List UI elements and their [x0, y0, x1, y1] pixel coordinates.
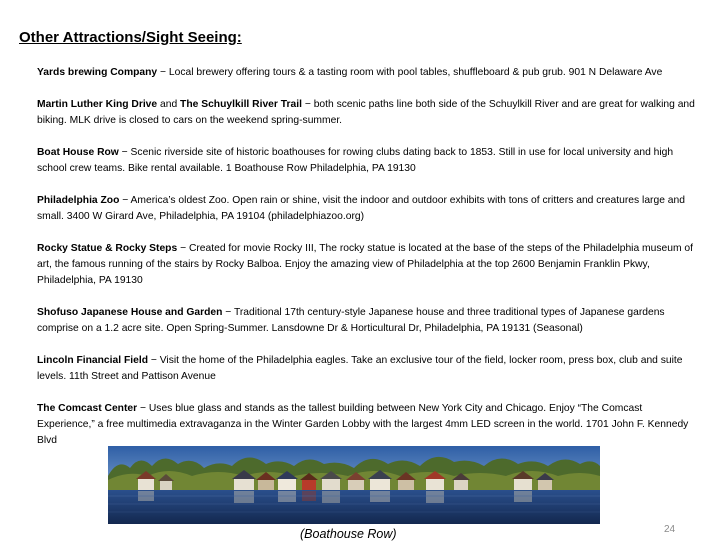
attraction-name: Lincoln Financial Field	[37, 355, 148, 366]
attraction-rocky-statue	[37, 241, 697, 289]
attraction-description: − Scenic riverside site of historic boathouses for rowing clubs dating back to 1853. Still in use for local university and high school crew teams. Bike rental available. 1 Boathouse Row Philadelphia, PA 19130	[37, 147, 674, 174]
attraction-connector: and	[157, 99, 181, 110]
attractions-list	[37, 65, 697, 465]
attraction-name: Rocky Statue & Rocky Steps	[37, 243, 178, 254]
attraction-name-secondary: The Schuylkill River Trail	[180, 99, 302, 110]
attraction-comcast-center	[37, 401, 697, 449]
attraction-description: − Traditional 17th century-style Japanese house and three traditional types of Japanese gardens comprise on a 1.2 acre site. Open Spring-Summer. Lansdowne Dr & Horticultural Dr, Philadelphia, PA 19131 (Seasonal)	[37, 307, 665, 334]
attraction-description: − Visit the home of the Philadelphia eagles. Take an exclusive tour of the field, locker room, press box, club and suite levels. 11th Street and Pattison Avenue	[37, 355, 683, 382]
attraction-name: Philadelphia Zoo	[37, 195, 120, 206]
photo-caption: (Boathouse Row)	[300, 527, 397, 541]
attraction-name: The Comcast Center	[37, 403, 138, 414]
attraction-name: Yards brewing Company	[37, 67, 158, 78]
page-number: 24	[664, 524, 676, 535]
attraction-name: Boat House Row	[37, 147, 119, 158]
attraction-description: − America’s oldest Zoo. Open rain or shine, visit the indoor and outdoor exhibits with tons of critters and creatures large and small. 3400 W Girard Ave, Philadelphia, PA 19104 (philadelphiazoo.org)	[37, 195, 685, 222]
attraction-lincoln-financial-field	[37, 353, 697, 385]
boathouse-row-photo	[108, 446, 600, 524]
attraction-name: Shofuso Japanese House and Garden	[37, 307, 223, 318]
attraction-shofuso	[37, 305, 697, 337]
attraction-mlk-drive	[37, 97, 697, 129]
attraction-description: − Local brewery offering tours & a tasting room with pool tables, shuffleboard & pub grub. 901 N Delaware Ave	[157, 67, 663, 78]
boathouse-row-illustration	[108, 446, 600, 524]
page-title: Other Attractions/Sight Seeing:	[19, 29, 242, 46]
attraction-description: − Uses blue glass and stands as the tallest building between New York City and Chicago. Enjoy “The Comcast Experience,” a free multimedia extravaganza in the Winter Garden Lobby with the largest 4mm LED screen in the world. 1701 John F. Kennedy Blvd	[37, 403, 689, 446]
attraction-name: Martin Luther King Drive	[37, 99, 158, 110]
attraction-description: − both scenic paths line both side of the Schuylkill River and are great for walking and biking. MLK drive is closed to cars on the weekend spring-summer.	[37, 99, 695, 126]
attraction-boat-house-row	[37, 145, 697, 177]
attraction-description: − Created for movie Rocky III, The rocky statue is located at the base of the steps of the Philadelphia museum of art, the famous running of the stairs by Rocky Balboa. Enjoy the amazing view of Philadelphia at the top 2600 Benjamin Franklin Pkwy, Philadelphia, PA 19130	[37, 243, 693, 286]
attraction-yards-brewing	[37, 65, 697, 81]
attraction-philadelphia-zoo	[37, 193, 697, 225]
